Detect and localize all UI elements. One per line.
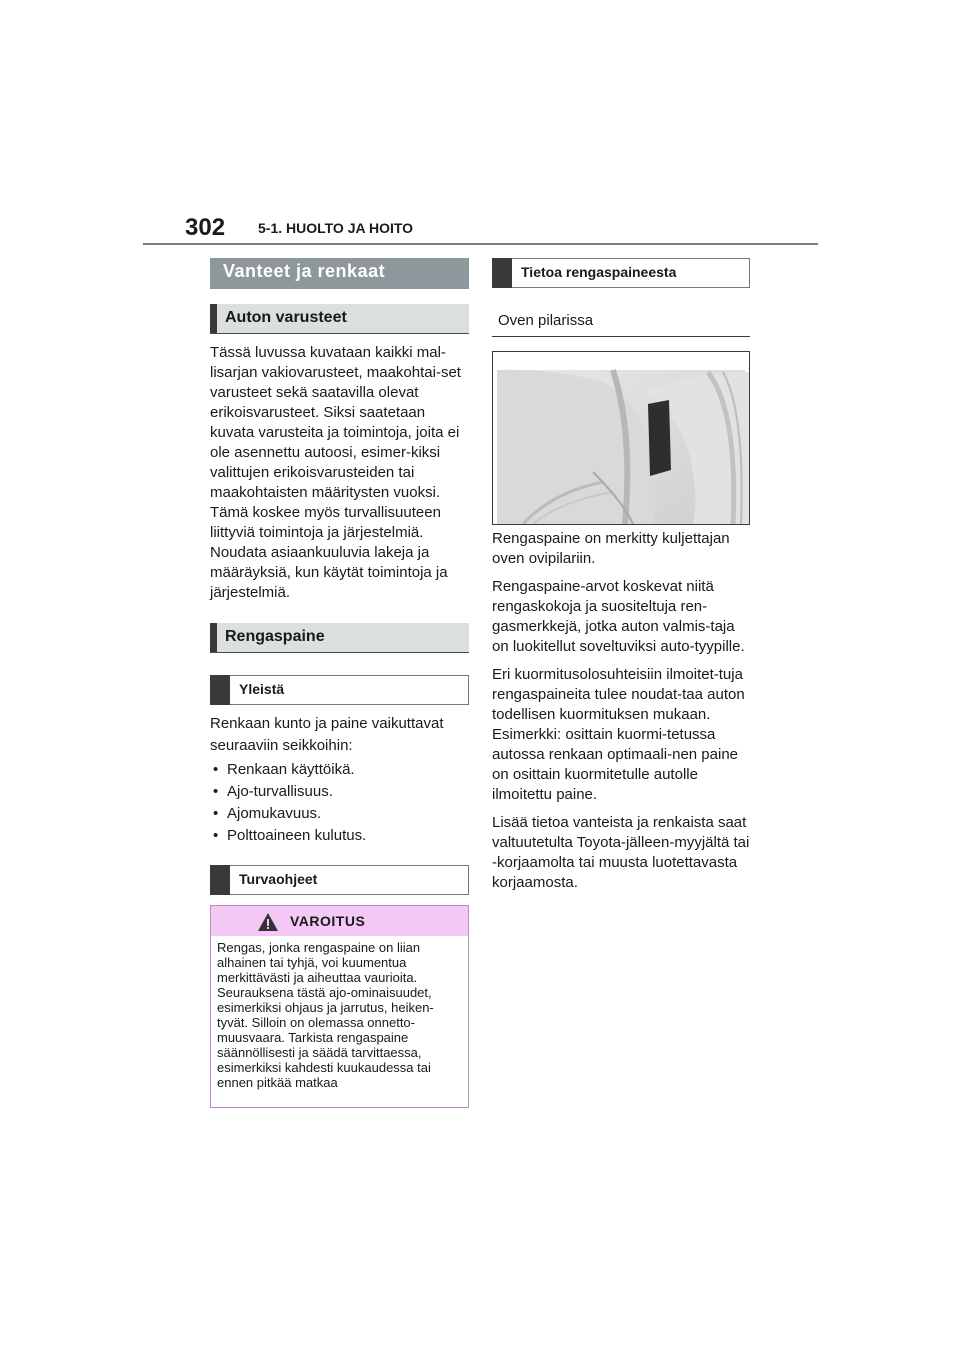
subheading-marker xyxy=(210,675,230,705)
heading-text: Rengaspaine xyxy=(225,628,325,645)
section-title-bar xyxy=(210,258,469,289)
subheading-text: Yleistä xyxy=(239,681,285,697)
tire-info-text-block xyxy=(492,529,750,901)
warning-label: VAROITUS xyxy=(290,913,366,929)
tire-info-paragraph: Rengaspaine-arvot koskevat niitä rengaskokoja ja suositeltuja ren-gasmerkkejä, jotka auton valmis-taja on luokitellut soveltuviksi auto-tyypille. xyxy=(492,578,745,655)
tire-pressure-label-sticker xyxy=(648,400,671,476)
heading-text: Auton varusteet xyxy=(225,309,347,326)
heading-auton-varusteet xyxy=(210,304,469,334)
page-number: 302 xyxy=(185,214,226,241)
equipment-paragraph: Tässä luvussa kuvataan kaikki mal-lisarjan vakiovarusteet, maakohtai-set varusteet sekä saatavilla olevat erikoisvarusteet. Siksi saatetaan kuvata varusteita ja toimintoja, joita ei ole asennettu autoosi, esimer-kiksi valittujen erikoisvarusteiden tai maakohtaisten määritysten vuoksi. Tämä koskee myös turvallisuuteen liittyviä toimintoja ja järjestelmiä. Noudata asiaankuuluvia lakeja ja määräyksiä, kun käytät toimintoja ja järjestelmiä. xyxy=(210,344,461,601)
tire-info-paragraph: Rengaspaine on merkitty kuljettajan oven ovipilariin. xyxy=(492,530,730,567)
list-item: • Renkaan käyttöikä. xyxy=(210,759,469,781)
warning-header xyxy=(211,906,468,936)
subheading-marker xyxy=(492,258,512,288)
list-item: • Ajomukavuus. xyxy=(210,803,469,825)
warning-box xyxy=(210,905,469,1108)
heading-marker xyxy=(210,304,217,333)
general-text-block xyxy=(210,713,469,847)
header-rule xyxy=(143,243,818,245)
tire-info-paragraph: Eri kuormitusolosuhteisiin ilmoitet-tuja rengaspaineita tulee noudat-taa auton todellisen kuormituksen mukaan. Esimerkki: osittain kuormi-tetussa autossa renkaan optimaali-nen paine on osittain kuormitetulle autolle ilmoitettu paine. xyxy=(492,666,745,803)
warning-text: Rengas, jonka rengaspaine on liian alhainen tai tyhjä, voi kuumentua merkittävästi ja aiheuttaa vaurioita. Seurauksena tästä ajo-ominaisuudet, esimerkiksi ohjaus ja jarrutus, heiken-tyvät. Silloin on olemassa onnetto-muusvaara. Tarkista rengaspaine säännöllisesti ja säädä tarvittaessa, esimerkiksi kahdesti kuukaudessa tai ennen pitkää matkaa xyxy=(217,940,434,1090)
warning-triangle-icon xyxy=(257,912,279,932)
effects-list xyxy=(210,759,469,847)
subheading-tietoa-rengaspaineesta xyxy=(492,258,750,288)
section-label: 5-1. HUOLTO JA HOITO xyxy=(258,220,414,236)
heading-rengaspaine xyxy=(210,623,469,653)
section-title: Vanteet ja renkaat xyxy=(223,261,386,281)
equipment-text-block xyxy=(210,343,469,611)
door-pillar-illustration xyxy=(493,352,749,524)
heading-marker xyxy=(210,623,217,652)
subheading-yleista xyxy=(210,675,469,705)
subheading-turvaohjeet xyxy=(210,865,469,895)
subheading-marker xyxy=(210,865,230,895)
list-item: • Polttoaineen kulutus. xyxy=(210,825,469,847)
subheading-text: Turvaohjeet xyxy=(239,871,318,887)
general-intro: Renkaan kunto ja paine vaikuttavat seuraaviin seikkoihin: xyxy=(210,715,444,754)
figure-caption-label: Oven pilarissa xyxy=(492,307,750,337)
tire-info-paragraph: Lisää tietoa vanteista ja renkaista saat valtuutetulta Toyota-jälleen-myyjältä tai -korjaamolta tai muusta luotettavasta korjaamosta. xyxy=(492,814,750,891)
list-item: • Ajo-turvallisuus. xyxy=(210,781,469,803)
door-pillar-figure xyxy=(492,351,750,525)
subheading-text: Tietoa rengaspaineesta xyxy=(521,264,677,280)
